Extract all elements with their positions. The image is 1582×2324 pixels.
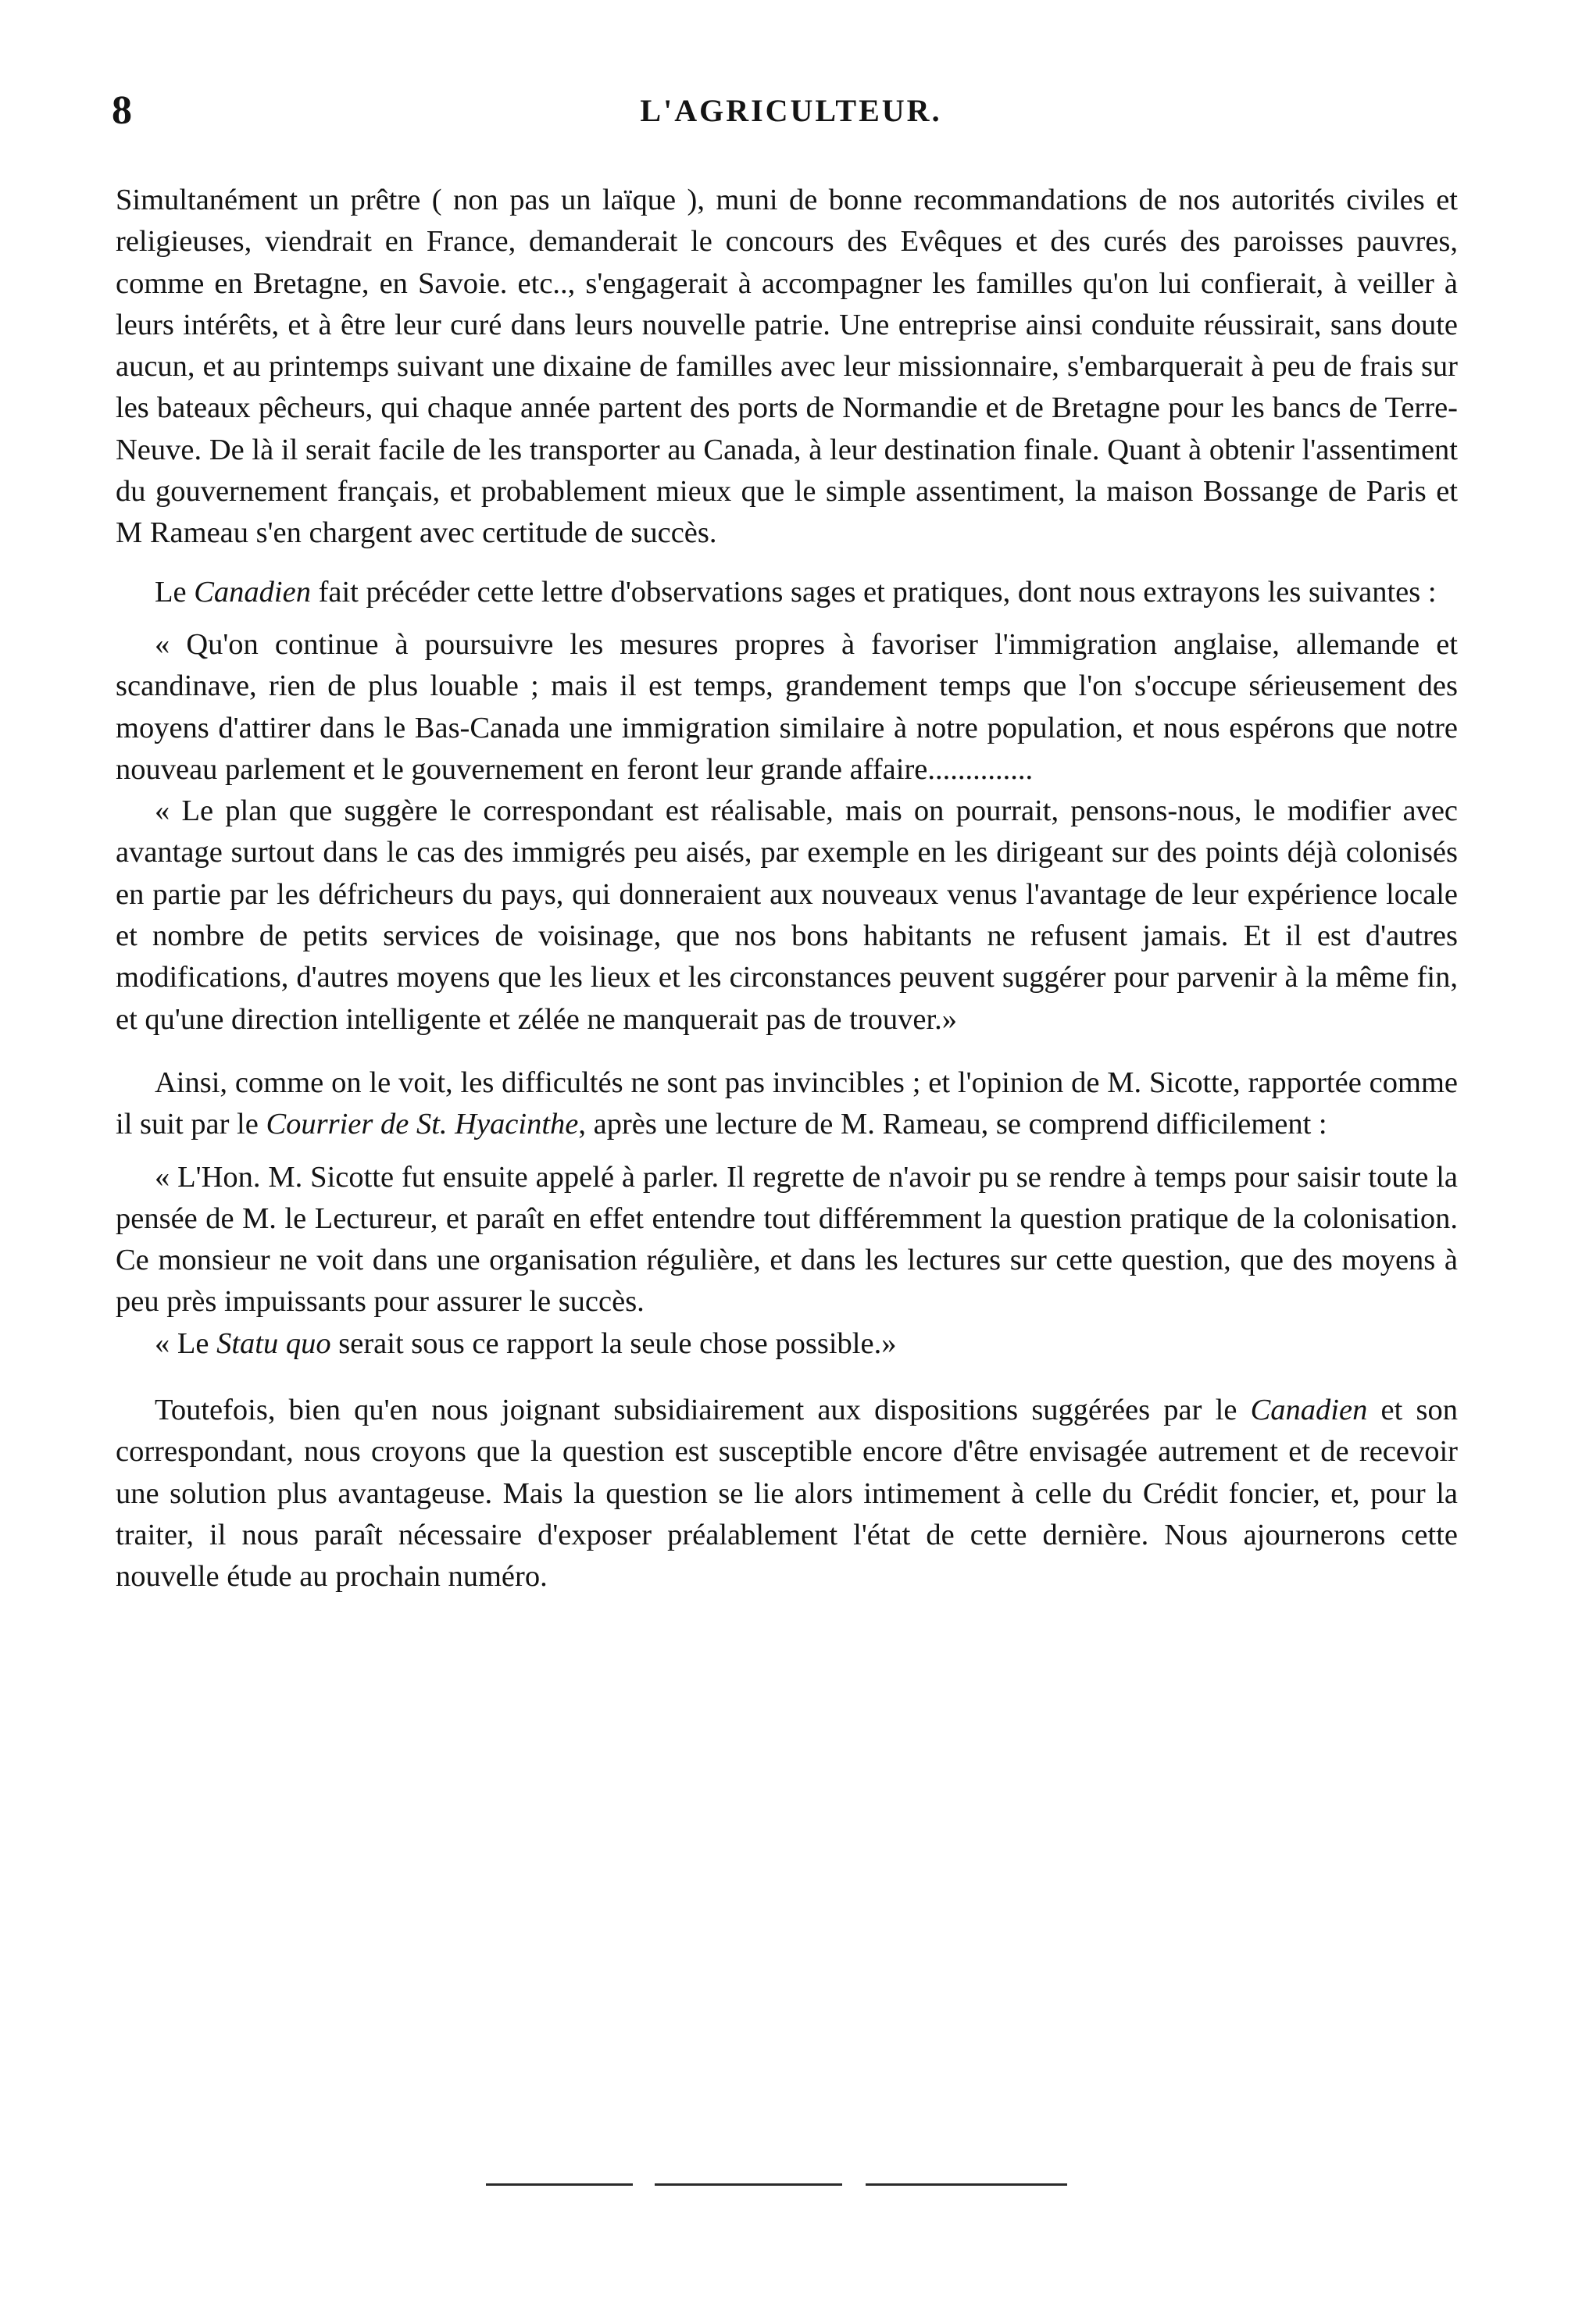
article-body [116, 180, 1458, 1598]
text-segment: , après une lecture de M. Rameau, se comprend difficilement : [578, 1108, 1327, 1141]
quote-plan: « Le plan que suggère le correspondant est réalisable, mais on pourrait, pensons-nous, le modifier avec avantage surtout dans le cas des immigrés peu aisés, par exemple en les dirigeant sur des points déjà colonisés en partie par les défricheurs du pays, qui donneraient aux nouveaux venus l'avantage de leur expérience locale et nombre de petits services de voisinage, que nos bons habitants ne refusent jamais. Et il est d'autres modifications, d'autres moyens que les lieux et les circonstances peuvent suggérer pour parvenir à la même fin, et qu'une direction intelligente et zélée ne manquerait pas de trouver.» [116, 794, 1458, 1036]
publication-title: Canadien [194, 575, 311, 609]
rule-segment [866, 2183, 1067, 2186]
running-title: L'AGRICULTEUR. [640, 93, 942, 128]
text-segment: Toutefois, bien qu'en nous joignant subsidiairement aux dispositions suggérées par le [155, 1394, 1251, 1427]
text-segment: « Le [155, 1326, 217, 1360]
latin-phrase: Statu quo [216, 1326, 331, 1360]
text-segment: serait sous ce rapport la seule chose possible.» [330, 1326, 897, 1360]
section-end-rule [0, 2183, 1582, 2191]
publication-title: Canadien [1250, 1394, 1368, 1427]
page-number: 8 [112, 88, 132, 133]
quote-immigration: « Qu'on continue à poursuivre les mesures propres à favoriser l'immigration anglaise, allemande et scandinave, rien de plus louable ; mais il est temps, grandement temps que l'on s'occupe sérieusement des moyens d'attirer dans le Bas-Canada une immigration similaire à notre population, et nous espérons que notre nouveau parlement et le gouvernement en feront leur grande affaire.............. [116, 627, 1458, 786]
quote-sicotte: « L'Hon. M. Sicotte fut ensuite appelé à parler. Il regrette de n'avoir pu se rendre à temps pour saisir toute la pensée de M. le Lectureur, et paraît en effet entendre tout différemment la question pratique de la colonisation. Ce monsieur ne voit dans une organisation régulière, et dans les lectures sur cette question, que des moyens à peu près impuissants pour assurer le succès. [116, 1160, 1458, 1319]
paragraph-proposal: Simultanément un prêtre ( non pas un laïque ), muni de bonne recommandations de nos autorités civiles et religieuses, viendrait en France, demanderait le concours des Evêques et des curés des paroisses pauvres, comme en Bretagne, en Savoie. etc.., s'engagerait à accompagner les familles qu'on lui confierait, à veiller à leurs intérêts, et à être leur curé dans leurs nouvelle patrie. Une entreprise ainsi conduite réussirait, sans doute aucun, et au printemps suivant une dixaine de familles avec leur missionnaire, s'embarquerait à peu de frais sur les bateaux pêcheurs, qui chaque année partent des ports de Normandie et de Bretagne pour les bancs de Terre-Neuve. De là il serait facile de les transporter au Canada, à leur destination finale. Quant à obtenir l'assentiment du gouvernement français, et probablement mieux que le simple assentiment, la maison Bossange de Paris et M Rameau s'en chargent avec certitude de succès. [116, 184, 1458, 550]
rule-segment [486, 2183, 633, 2186]
paragraph-canadien-intro [116, 572, 1458, 613]
paragraph-conclusion [116, 1390, 1458, 1598]
rule-segment [655, 2183, 842, 2186]
text-segment: fait précéder cette lettre d'observations sages et pratiques, dont nous extrayons les suivantes : [310, 575, 1437, 609]
publication-title: Courrier de St. Hyacinthe [266, 1108, 579, 1141]
text-segment: Ainsi, comme on le voit, les difficultés ne sont pas invincibles ; et l'opinion de M. Sicotte, rapportée comme il suit par le [116, 1066, 1458, 1141]
paragraph-sicotte-intro [116, 1062, 1458, 1146]
quote-statu-quo [116, 1323, 1458, 1365]
text-segment: Le [155, 575, 195, 609]
text-segment: et son correspondant, nous croyons que la question est susceptible encore d'être envisagée autrement et de recevoir une solution plus avantageuse. Mais la question se lie alors intimement à celle du Crédit foncier, et, pour la traiter, il nous paraît nécessaire d'exposer préalablement l'état de cette dernière. Nous ajournerons cette nouvelle étude au prochain numéro. [116, 1394, 1458, 1594]
